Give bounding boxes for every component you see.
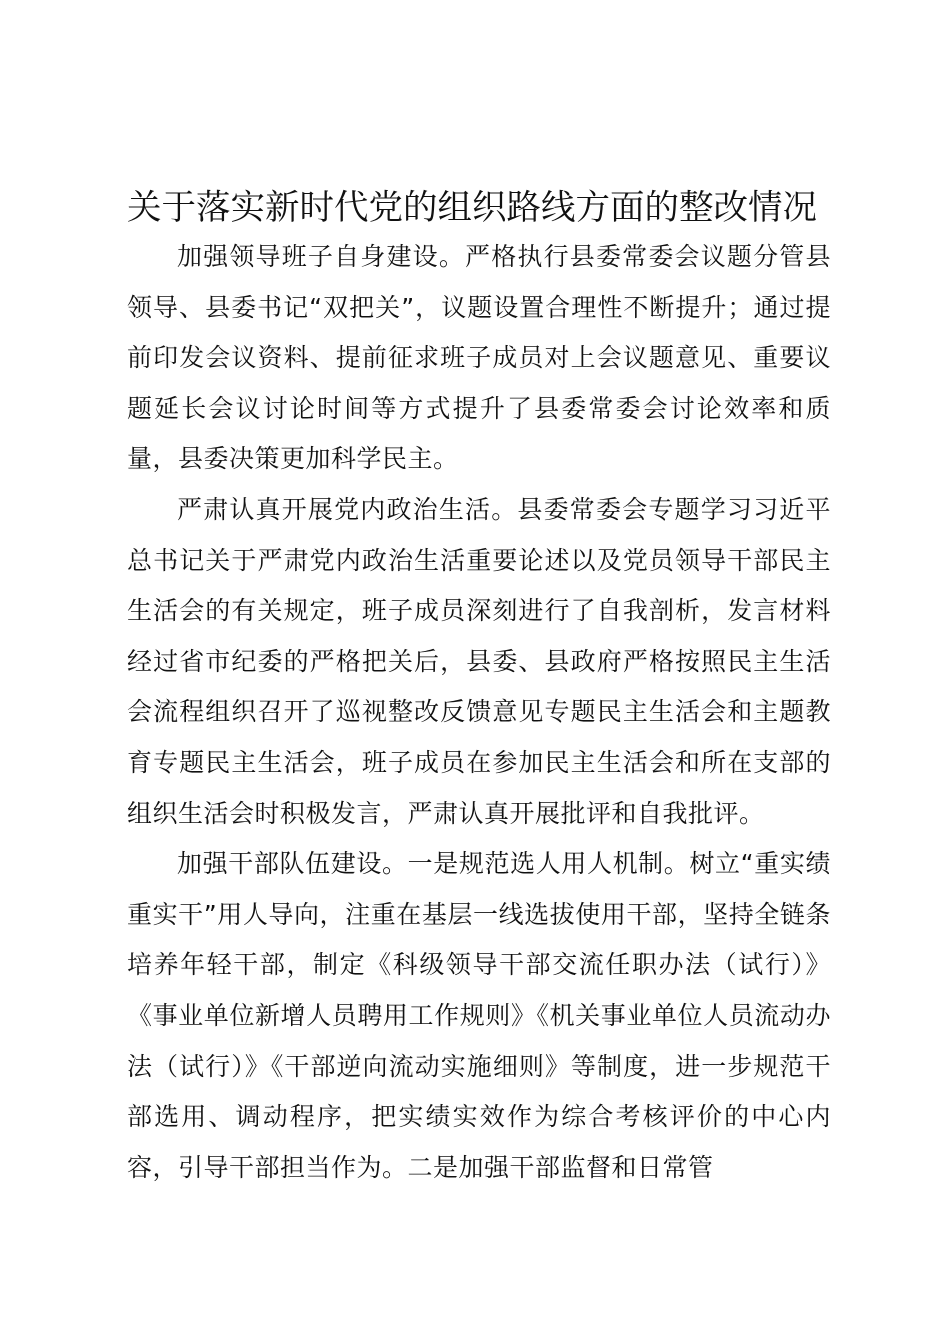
paragraph-party-political-life: 严肃认真开展党内政治生活。县委常委会专题学习习近平总书记关于严肃党内政治生活重要论述以及党员领导干部民主生活会的有关规定，班子成员深刻进行了自我剖析，发言材料经过省市纪委的严格把关后，县委、县政府严格按照民主生活会流程组织召开了巡视整改反馈意见专题民主生活会和主题教育专题民主生活会，班子成员在参加民主生活会和所在支部的组织生活会时积极发言，严肃认真开展批评和自我批评。 [127, 494, 831, 828]
document-title: 关于落实新时代党的组织路线方面的整改情况 [127, 188, 817, 228]
paragraph-cadre-team-building: 加强干部队伍建设。一是规范选人用人机制。树立“重实绩重实干”用人导向，注重在基层一线选拔使用干部，坚持全链条培养年轻干部，制定《科级领导干部交流任职办法（试行）》《事业单位新增人员聘用工作规则》《机关事业单位人员流动办法（试行）》《干部逆向流动实施细则》等制度，进一步规范干部选用、调动程序，把实绩实效作为综合考核评价的中心内容，引导干部担当作为。二是加强干部监督和日常管 [127, 849, 831, 1182]
paragraph-leadership-building: 加强领导班子自身建设。严格执行县委常委会议题分管县领导、县委书记“双把关”，议题设置合理性不断提升；通过提前印发会议资料、提前征求班子成员对上会议题意见、重要议题延长会议讨论时间等方式提升了县委常委会讨论效率和质量，县委决策更加科学民主。 [127, 242, 831, 474]
document-body [127, 232, 831, 1193]
